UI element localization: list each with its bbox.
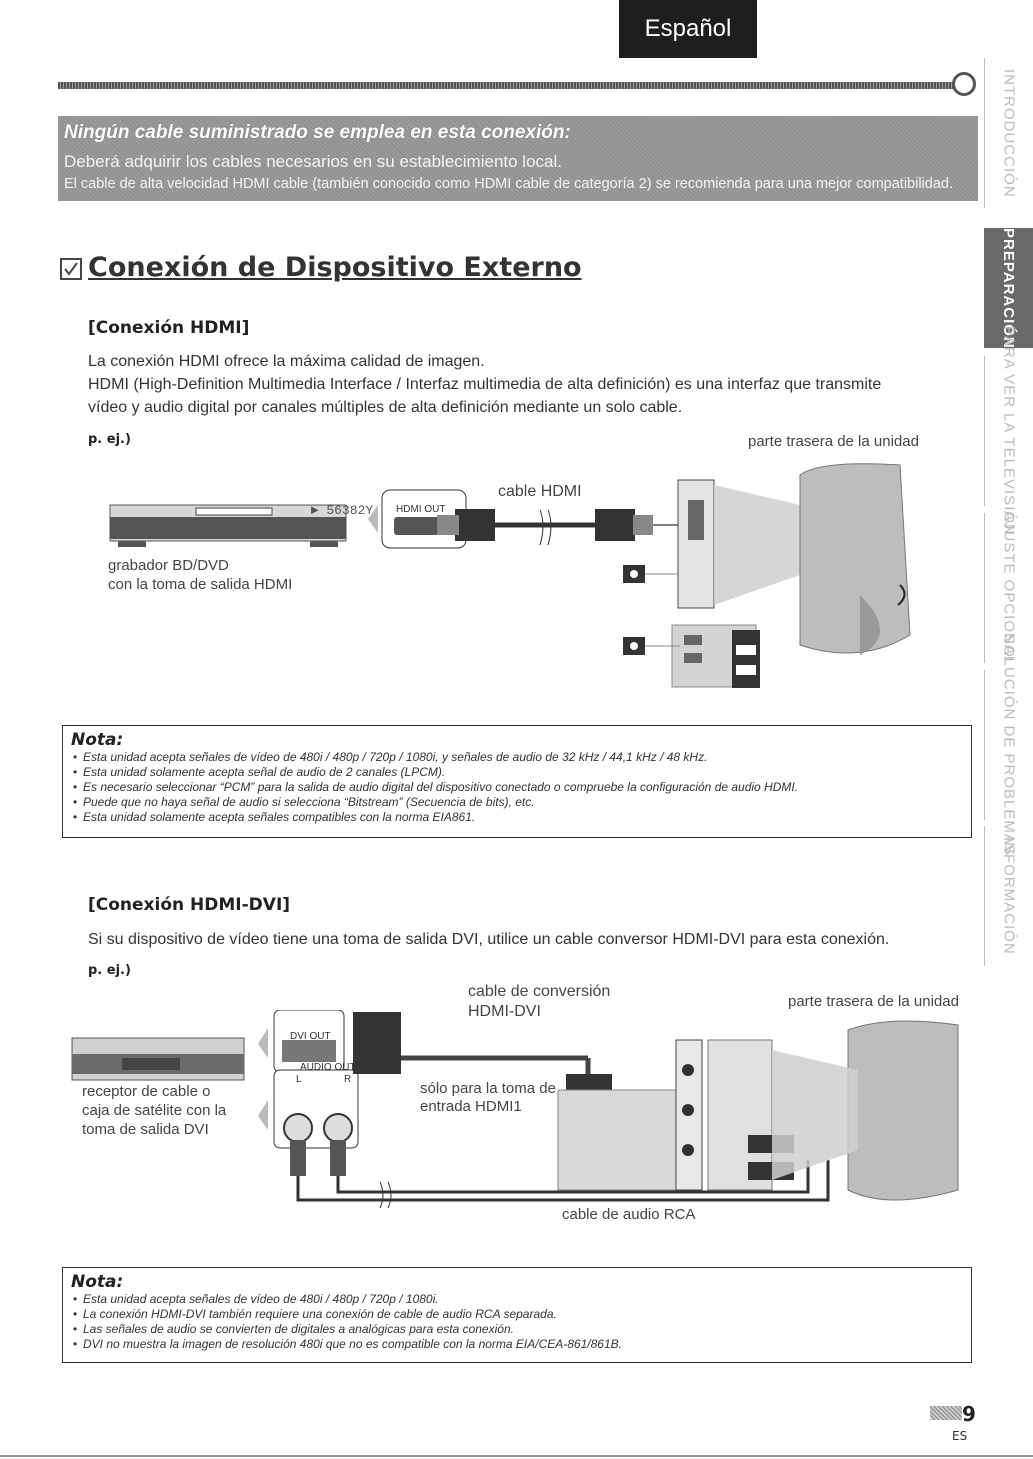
dvi-device-label-line: toma de salida DVI (82, 1121, 209, 1138)
dvi-device-label-line: receptor de cable o (82, 1083, 211, 1100)
banner-line-2: El cable de alta velocidad HDMI cable (también conocido como HDMI cable de categoría 2) se recomienda para una mejor compatibilidad. (64, 176, 953, 192)
hdmi-rear-label: parte trasera de la unidad (748, 433, 919, 450)
dvi-note-title: Nota: (71, 1272, 124, 1292)
dvi-out-label: DVI OUT (290, 1031, 331, 1042)
hdmi-out-label: HDMI OUT (396, 504, 446, 515)
dvi-note (62, 1267, 972, 1363)
hdmi1-only-line: sólo para la toma de (420, 1080, 556, 1097)
hdmi-jack-marker-icon (623, 565, 645, 655)
side-tab-ajuste-opcional[interactable]: AJUSTE OPCIONAL (984, 513, 1033, 663)
hdmi-desc-line: vídeo y audio digital por canales múltiples de alta definición mediante un solo cable. (88, 399, 683, 416)
tv-rear-panel-dvi-icon (558, 1021, 958, 1200)
cable-satellite-box-icon (72, 1038, 244, 1080)
dvi-device-label (82, 1082, 226, 1139)
side-tab-preparacion[interactable]: PREPARACIÓN (984, 228, 1033, 348)
dvi-cable-label-line: HDMI-DVI (468, 1003, 541, 1020)
hdmi-cable-icon (437, 509, 653, 545)
side-tab-introduccion[interactable]: INTRODUCCIÓN (984, 58, 1033, 208)
side-nav (984, 58, 1033, 968)
hdmi1-only-label (420, 1080, 556, 1116)
dvi-rear-label: parte trasera de la unidad (788, 993, 959, 1010)
language-tab: Español (619, 0, 757, 58)
audio-l-label: L (296, 1074, 302, 1085)
banner-title: Ningún cable suministrado se emplea en esta conexión: (64, 122, 571, 143)
side-tab-para-ver[interactable]: PARA VER LA TELEVISIÓN (984, 356, 1033, 506)
hdmi-note-item: • Esta unidad acepta señales de vídeo de 480i / 480p / 720p / 1080i, y señales de audio de 32 kHz / 44,1 kHz / 48 kHz. (71, 750, 961, 765)
hdmi-note-list (71, 750, 961, 825)
dvi-description: Si su dispositivo de vídeo tiene una toma de salida DVI, utilice un cable conversor HDMI-DVI para esta conexión. (88, 931, 890, 948)
hdmi-note-item: • Esta unidad solamente acepta señales compatibles con la norma EIA861. (71, 810, 961, 825)
dvi-device-label-line: caja de satélite con la (82, 1102, 227, 1119)
dvi-cable-label-line: cable de conversión (468, 983, 611, 1000)
hdmi-heading: [Conexión HDMI] (88, 318, 250, 338)
hdmi-device-label-line: con la toma de salida HDMI (108, 576, 293, 593)
hdmi-eg-label: p. ej.) (88, 432, 131, 447)
hdmi-description (88, 350, 968, 419)
page-language-code: ES (952, 1429, 968, 1443)
audio-out-port-icon (258, 1070, 358, 1148)
rca-cable-label: cable de audio RCA (562, 1206, 696, 1223)
hdmi-recorder-display: ► 56382Y (310, 503, 374, 518)
footer-rule (0, 1455, 1033, 1457)
dvi-heading: [Conexión HDMI-DVI] (88, 895, 291, 915)
hdmi-note-item: • Puede que no haya señal de audio si selecciona “Bitstream” (Secuencia de bits), etc. (71, 795, 961, 810)
hdmi-device-label (108, 556, 292, 594)
side-tab-informacion[interactable]: INFORMACIÓN (984, 826, 1033, 966)
hdmi-note-item: • Es necesario seleccionar “PCM” para la salida de audio digital del dispositivo conectado o compruebe la configuración de audio HDMI. (71, 780, 961, 795)
header-rule-end (952, 72, 976, 96)
hdmi-note-title: Nota: (71, 730, 124, 750)
checkbox-icon (60, 258, 82, 280)
page-number: 9 (962, 1402, 976, 1426)
dvi-note-item: • DVI no muestra la imagen de resolución 480i que no es compatible con la norma EIA/CEA-861/861B. (71, 1337, 961, 1352)
dvi-note-item: • Esta unidad acepta señales de vídeo de 480i / 480p / 720p / 1080i. (71, 1292, 961, 1307)
header-rule (58, 82, 958, 89)
dvi-note-item: • La conexión HDMI-DVI también requiere una conexión de cable de audio RCA separada. (71, 1307, 961, 1322)
hdmi-device-label-line: grabador BD/DVD (108, 557, 229, 574)
section-title: Conexión de Dispositivo Externo (88, 252, 582, 283)
dvi-note-item: • Las señales de audio se convierten de digitales a analógicas para esta conexión. (71, 1322, 961, 1337)
dvi-note-list (71, 1292, 961, 1352)
hdmi-note-item: • Esta unidad solamente acepta señal de audio de 2 canales (LPCM). (71, 765, 961, 780)
page-number-bar (930, 1406, 962, 1420)
hdmi1-only-line: entrada HDMI1 (420, 1098, 522, 1115)
banner-line-1: Deberá adquirir los cables necesarios en su establecimiento local. (64, 152, 562, 171)
hdmi-cable-label: cable HDMI (498, 483, 582, 500)
hdmi-note (62, 725, 972, 838)
dvi-eg-label: p. ej.) (88, 963, 131, 978)
audio-r-label: R (344, 1074, 352, 1085)
hdmi-desc-line: La conexión HDMI ofrece la máxima calidad de imagen. (88, 353, 485, 370)
audio-out-label: AUDIO OUT (300, 1062, 356, 1073)
side-tab-solucion[interactable]: SOLUCIÓN DE PROBLEMAS (984, 670, 1033, 820)
hdmi-desc-line: HDMI (High-Definition Multimedia Interface / Interfaz multimedia de alta definición) es una interfaz que transmite (88, 376, 882, 393)
